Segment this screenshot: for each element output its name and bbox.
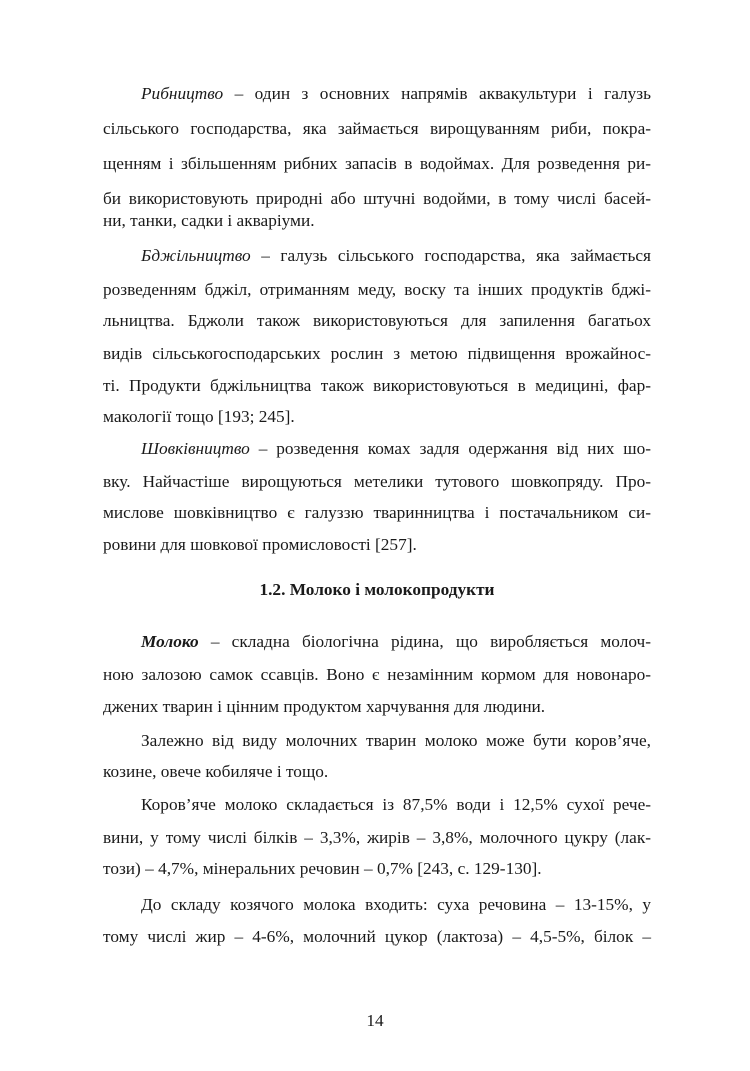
paragraph-line: щенням і збільшенням рибних запасів в водоймах. Для розведення ри-: [103, 154, 651, 173]
paragraph-line: Залежно від виду молочних тварин молоко може бути коров’яче,: [141, 731, 651, 750]
section-heading: 1.2. Молоко і молокопродукти: [259, 580, 495, 599]
term-fisheries: Рибництво: [141, 84, 224, 103]
page-number: 14: [366, 1011, 384, 1030]
paragraph-line: ровини для шовкової промисловості [257].: [103, 535, 417, 554]
paragraph-line: ті. Продукти бджільництва також використовуються в медицині, фар-: [103, 376, 651, 395]
paragraph-line: тому числі жир – 4-6%, молочний цукор (лактоза) – 4,5-5%, білок –: [103, 927, 651, 946]
paragraph-line: Рибництво – один з основних напрямів аквакультури і галузь: [141, 84, 651, 103]
paragraph-line: Шовківництво – розведення комах задля одержання від них шо-: [141, 439, 651, 458]
term-beekeeping: Бджільництво: [141, 246, 251, 265]
paragraph-line: вку. Найчастіше вирощуються метелики тутового шовкопряду. Про-: [103, 472, 651, 491]
paragraph-line: Бджільництво – галузь сільського господарства, яка займається: [141, 246, 651, 265]
paragraph-line: видів сільськогосподарських рослин з метою підвищення врожайнос-: [103, 344, 651, 363]
term-milk: Молоко: [141, 632, 199, 651]
paragraph-line: мислове шовківництво є галуззю тваринництва і постачальником си-: [103, 503, 651, 522]
paragraph-line: сільського господарства, яка займається вирощуванням риби, покра-: [103, 119, 651, 138]
paragraph-line: До складу козячого молока входить: суха речовина – 13-15%, у: [141, 895, 651, 914]
paragraph-line: джених тварин і цінним продуктом харчування для людини.: [103, 697, 546, 716]
paragraph-line: Коров’яче молоко складається із 87,5% води і 12,5% сухої рече-: [141, 795, 651, 814]
paragraph-line: би використовують природні або штучні водойми, в тому числі басей-: [103, 189, 651, 208]
paragraph-line: Молоко – складна біологічна рідина, що виробляється молоч-: [141, 632, 651, 651]
paragraph-line: ною залозою самок ссавців. Воно є незамінним кормом для новонаро-: [103, 665, 651, 684]
paragraph-line: розведенням бджіл, отриманням меду, воску та інших продуктів бджі-: [103, 280, 651, 299]
paragraph-line: вини, у тому числі білків – 3,3%, жирів – 3,8%, молочного цукру (лак-: [103, 828, 651, 847]
paragraph-line: козине, овече кобиляче і тощо.: [103, 762, 329, 781]
term-sericulture: Шовківництво: [141, 439, 250, 458]
paragraph-line: ни, танки, садки і акваріуми.: [103, 211, 315, 230]
paragraph-line: макології тощо [193; 245].: [103, 407, 295, 426]
paragraph-line: льництва. Бджоли також використовуються для запилення багатьох: [103, 311, 651, 330]
paragraph-line: този) – 4,7%, мінеральних речовин – 0,7% [243, с. 129-130].: [103, 859, 542, 878]
